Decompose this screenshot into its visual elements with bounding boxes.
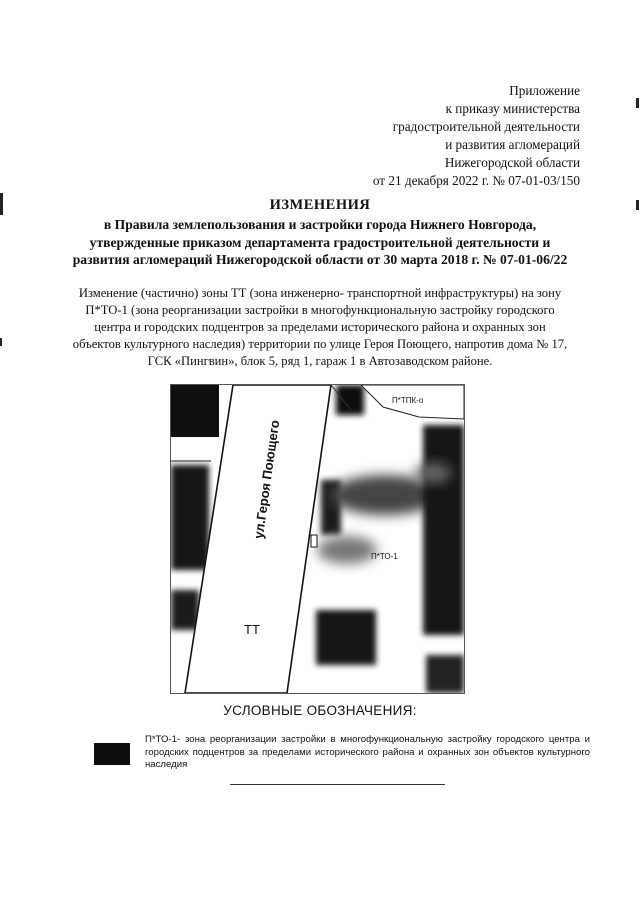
scan-mark-right-1 bbox=[636, 98, 639, 108]
building-block bbox=[426, 655, 464, 693]
approval-line: градостроительной деятельности bbox=[392, 119, 580, 134]
scan-mark-left-2 bbox=[0, 338, 2, 346]
description-line: объектов культурного наследия) территории по улице Героя Поющего, напротив дома № 17, bbox=[72, 337, 568, 351]
street-label: ул.Героя Поющего bbox=[250, 419, 283, 540]
change-description bbox=[30, 285, 610, 370]
zone-label-pto-1: П*ТО-1 bbox=[371, 552, 398, 561]
building-block bbox=[423, 425, 464, 635]
document-subtitle bbox=[28, 216, 612, 269]
building-block bbox=[171, 590, 199, 630]
description-line: Изменение (частично) зоны ТТ (зона инженерно- транспортной инфраструктуры) на зону bbox=[78, 286, 562, 300]
document-title: ИЗМЕНЕНИЯ bbox=[269, 197, 371, 213]
building-block bbox=[317, 536, 377, 564]
legend-heading: УСЛОВНЫЕ ОБОЗНАЧЕНИЯ: bbox=[223, 703, 417, 718]
building-block bbox=[171, 465, 209, 570]
scan-mark-left-1 bbox=[0, 193, 3, 215]
legend-swatch-pto-1 bbox=[94, 743, 130, 765]
zone-label-tt: ТТ bbox=[244, 622, 260, 637]
approval-line: от 21 декабря 2022 г. № 07-01-03/150 bbox=[372, 173, 580, 188]
scan-mark-right-2 bbox=[636, 200, 639, 210]
approval-line: и развития агломераций bbox=[445, 137, 580, 152]
building-block bbox=[171, 385, 219, 437]
subtitle-line: в Правила землепользования и застройки города Нижнего Новгорода, bbox=[103, 217, 537, 232]
description-line: центра и городских подцентров за пределами исторического района и охранных зон bbox=[94, 320, 546, 334]
approval-line: к приказу министерства bbox=[445, 101, 580, 116]
legend-item-text: П*ТО-1- зона реорганизации застройки в многофункциональную застройку городского центра и городских подцентров за пределами исторического района и охранных зон объектов культурного наследия bbox=[145, 734, 590, 771]
legend-divider bbox=[230, 784, 445, 785]
subtitle-line: развития агломераций Нижегородской области от 30 марта 2018 г. № 07-01-06/22 bbox=[72, 252, 568, 267]
zone-label-tzhsm: ТЖсм bbox=[176, 448, 201, 458]
zoning-map bbox=[170, 384, 465, 694]
description-line: П*ТО-1 (зона реорганизации застройки в многофункциональную застройку городского bbox=[85, 303, 555, 317]
approval-block bbox=[280, 82, 580, 190]
description-line: ГСК «Пингвин», блок 5, ряд 1, гараж 1 в Автозаводском районе. bbox=[147, 354, 493, 368]
subtitle-line: утвержденные приказом департамента градостроительной деятельности и bbox=[89, 234, 551, 250]
building-block bbox=[316, 610, 376, 665]
approval-line: Приложение bbox=[509, 83, 580, 98]
building-block bbox=[415, 463, 451, 483]
zone-label-tpk-o: П*ТПК-о bbox=[392, 396, 424, 405]
zoning-map-svg bbox=[171, 385, 464, 693]
garage-plot bbox=[311, 535, 317, 547]
building-block bbox=[336, 385, 364, 415]
zone-tzhsm-strip bbox=[171, 440, 224, 447]
approval-line: Нижегородской области bbox=[444, 155, 580, 170]
